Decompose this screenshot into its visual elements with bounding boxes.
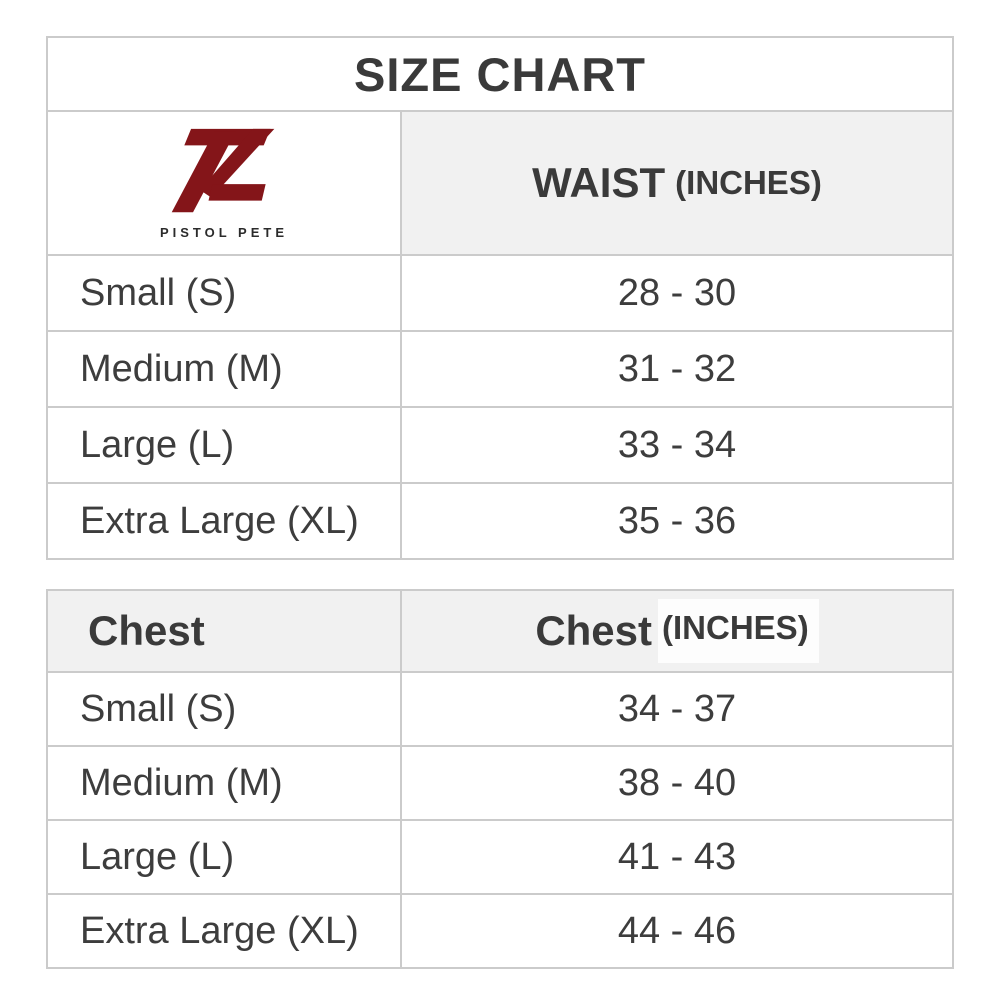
chest-unit-label: (INCHES) (662, 609, 809, 646)
chest-size-table (46, 589, 954, 969)
size-label: Medium (M) (80, 761, 283, 804)
chest-unit-patch (658, 599, 819, 663)
chest-header-row (48, 591, 952, 671)
table-row (48, 671, 952, 745)
size-label: Small (S) (80, 271, 237, 314)
brand-header-row (48, 110, 952, 254)
pistol-pete-logo-icon (154, 126, 294, 218)
range-value: 34 - 37 (400, 673, 952, 745)
waist-unit-label: (INCHES) (675, 164, 822, 201)
brand-logo (154, 126, 294, 240)
table-row (48, 893, 952, 967)
brand-name-text: PISTOL PETE (159, 225, 289, 240)
range-value: 31 - 32 (400, 332, 952, 406)
chest-row-header-cell (48, 591, 400, 671)
chest-column-header-cell (400, 591, 952, 671)
range-value: 41 - 43 (400, 821, 952, 893)
size-chart-title: SIZE CHART (354, 47, 646, 101)
title-row (48, 38, 952, 110)
range-value: 35 - 36 (400, 484, 952, 558)
waist-size-table (46, 36, 954, 560)
title-cell (48, 38, 952, 110)
range-value: 28 - 30 (400, 256, 952, 330)
waist-column-header-cell (400, 112, 952, 254)
table-row (48, 819, 952, 893)
size-label: Medium (M) (80, 347, 283, 390)
chest-measure-label: Chest (535, 607, 653, 654)
size-label: Extra Large (XL) (80, 499, 359, 542)
table-row (48, 482, 952, 558)
chest-row-header-label: Chest (88, 607, 205, 654)
waist-measure-label: WAIST (532, 159, 666, 206)
size-label: Large (L) (80, 835, 235, 878)
range-value: 44 - 46 (400, 895, 952, 967)
range-value: 38 - 40 (400, 747, 952, 819)
range-value: 33 - 34 (400, 408, 952, 482)
table-row (48, 330, 952, 406)
size-label: Large (L) (80, 423, 235, 466)
brand-logo-cell (48, 112, 400, 254)
table-row (48, 406, 952, 482)
table-row (48, 745, 952, 819)
size-label: Small (S) (80, 687, 237, 730)
size-label: Extra Large (XL) (80, 909, 359, 952)
table-row (48, 254, 952, 330)
